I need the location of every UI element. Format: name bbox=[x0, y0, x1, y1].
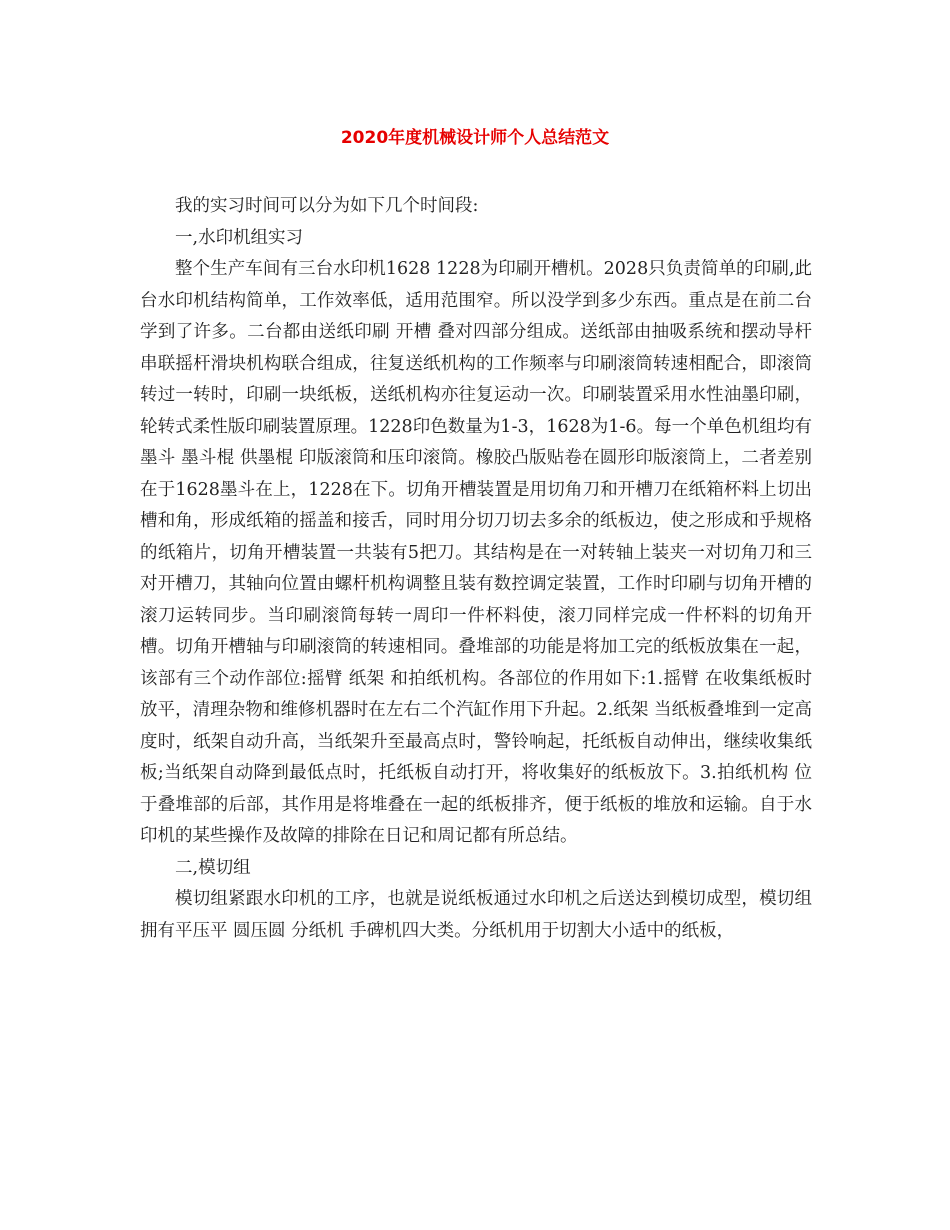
section-heading-diecut: 二,模切组 bbox=[175, 857, 251, 878]
document-title: 2020年度机械设计师个人总结范文 bbox=[340, 128, 610, 148]
paragraph-intro: 我的实习时间可以分为如下几个时间段: bbox=[175, 196, 479, 216]
paragraph-watermark: 整个生产车间有三台水印机1628 1228为印刷开槽机。2028只负责简单的印刷,此台水印机结构简单，工作效率低，适用范围窄。所以没学到多少东西。重点是在前二台学到了许多。二台都由送纸印刷 开槽 叠对四部分组成。送纸部由抽吸系统和摆动导杆串联摇杆滑块机构联合组成，往复送纸机构的工作频率与印刷滚筒转速相配合，即滚筒转过一转时，印刷一块纸板，送纸机构亦往复运动一次。印刷装置采用水性油墨印刷，轮转式柔性版印刷装置原理。1228印色数量为1-3，1628为1-6。每一个单色机组均有墨斗 墨斗棍 供墨棍 印版滚筒和压印滚筒。橡胶凸版贴卷在圆形印版滚筒上，二者差别在于1628墨斗在上，1228在下。切角开槽装置是用切角刀和开槽刀在纸箱杯料上切出槽和角，形成纸箱的摇盖和接舌，同时用分切刀切去多余的纸板边，使之形成和乎规格的纸箱片，切角开槽装置一共装有5把刀。其结构是在一对转轴上装夹一对切角刀和三对开槽刀，其轴向位置由螺杆机构调整且装有数控调定装置，工作时印刷与切角开槽的滚刀运转同步。当印刷滚筒每转一周印一件杯料使，滚刀同样完成一件杯料的切角开槽。切角开槽轴与印刷滚筒的转速相同。叠堆部的功能是将加工完的纸板放集在一起，该部有三个动作部位:摇臂 纸架 和拍纸机构。各部位的作用如下:1.摇臂 在收集纸板时放平，清理杂物和维修机器时在左右二个汽缸作用下升起。2.纸架 当纸板叠堆到一定高度时，纸架自动升高，当纸架升至最高点时，警铃响起，托纸板自动伸出，继续收集纸板;当纸架自动降到最低点时，托纸板自动打开，将收集好的纸板放下。3.拍纸机构 位于叠堆部的后部，其作用是将堆叠在一起的纸板排齐，便于纸板的堆放和运输。自于水印机的某些操作及故障的排除在日记和周记都有所总结。 bbox=[140, 259, 812, 846]
document-body bbox=[140, 191, 812, 947]
section-heading-watermark: 一,水印机组实习 bbox=[175, 227, 304, 248]
paragraph-diecut: 模切组紧跟水印机的工序，也就是说纸板通过水印机之后送达到模切成型，模切组拥有平压平 圆压圆 分纸机 手碑机四大类。分纸机用于切割大小适中的纸板， bbox=[140, 889, 812, 941]
